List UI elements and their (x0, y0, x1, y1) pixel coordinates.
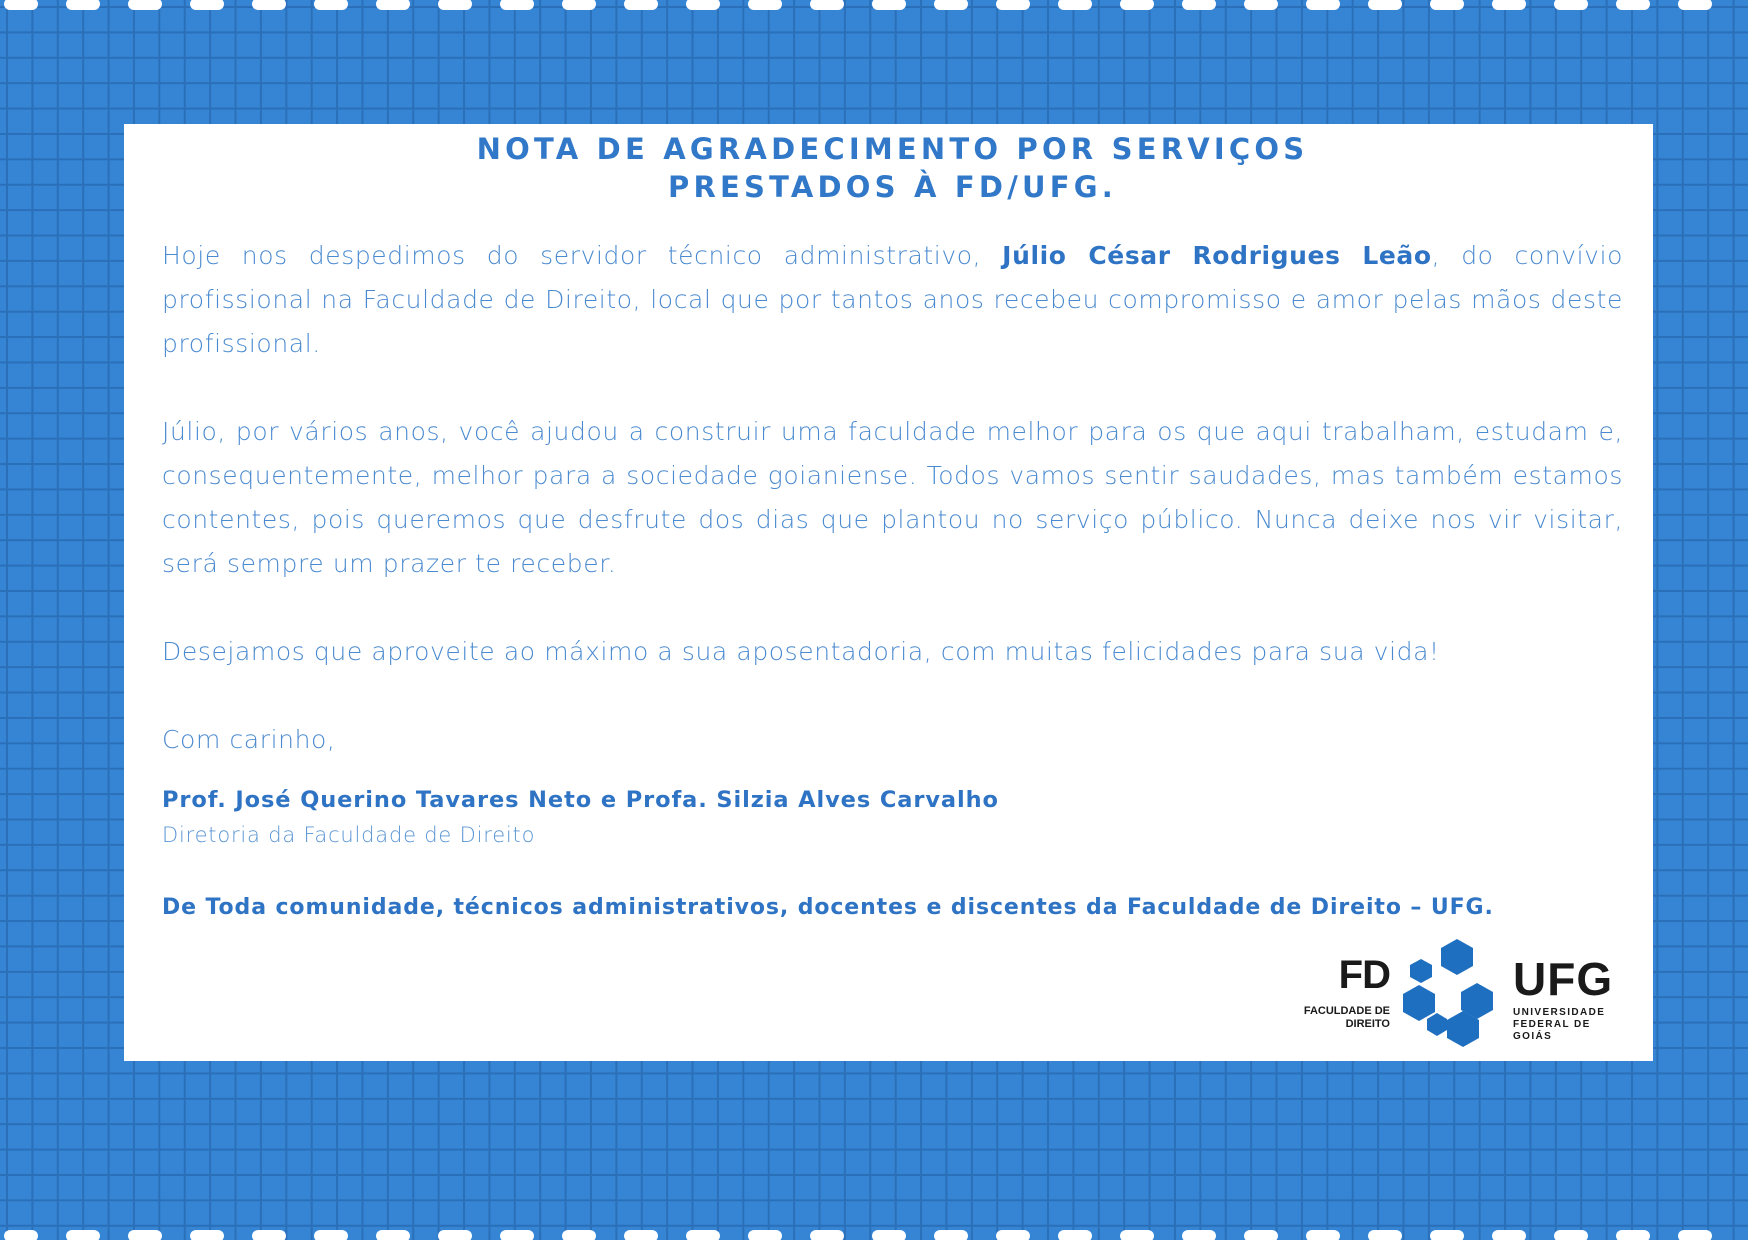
hexagon-large-left (1403, 985, 1435, 1021)
border-dash (624, 1230, 658, 1240)
border-dash (1244, 0, 1278, 10)
institution-logos (1295, 939, 1625, 1047)
ufg-hexagon-icon (1397, 939, 1507, 1047)
note-title-line2: PRESTADOS À FD/UFG. (668, 170, 1117, 204)
border-dash (252, 0, 286, 10)
border-dash (1368, 1230, 1402, 1240)
border-dash (934, 0, 968, 10)
border-dash (872, 0, 906, 10)
border-dash (1492, 1230, 1526, 1240)
border-dash (128, 1230, 162, 1240)
fd-logo (1295, 955, 1390, 1031)
ufg-logo-subtitle: UNIVERSIDADE FEDERAL DE GOIÁS (1513, 1007, 1606, 1042)
hexagon-small-bottom (1427, 1013, 1447, 1036)
border-dash (1182, 0, 1216, 10)
border-dash (376, 0, 410, 10)
bottom-dashed-border (0, 1224, 1748, 1240)
note-title-line1: NOTA DE AGRADECIMENTO POR SERVIÇOS (476, 132, 1309, 166)
border-dash (872, 1230, 906, 1240)
border-dash (1368, 0, 1402, 10)
fd-logo-letters: FD (1338, 953, 1390, 997)
border-dash (686, 1230, 720, 1240)
paragraph-tribute: Júlio, por vários anos, você ajudou a construir uma faculdade melhor para os que aqui trabalham, estudam e, consequentemente, melhor para a sociedade goianiense. Todos vamos sentir saudades, mas também estamos contentes, pois queremos que desfrute dos dias que plantou no serviço público. Nunca deixe nos vir visitar, será sempre um prazer te receber. (162, 417, 1623, 578)
border-dash (1616, 0, 1650, 10)
border-dash (1554, 1230, 1588, 1240)
paragraph-farewell: Hoje nos despedimos do servidor técnico administrativo, Júlio César Rodrigues Leão, do convívio profissional na Faculdade de Direito, local que por tantos anos recebeu compromisso e amor pelas mãos deste profissional. (162, 241, 1624, 358)
border-dash (624, 0, 658, 10)
border-dash (562, 1230, 596, 1240)
border-dash (4, 0, 38, 10)
border-dash (1430, 1230, 1464, 1240)
closing-line: Com carinho, (162, 725, 336, 754)
note-card (124, 124, 1653, 1061)
border-dash (996, 1230, 1030, 1240)
border-dash (810, 1230, 844, 1240)
border-dash (314, 0, 348, 10)
border-dash (314, 1230, 348, 1240)
border-dash (1306, 1230, 1340, 1240)
border-dash (1306, 0, 1340, 10)
border-dash (66, 0, 100, 10)
border-dash (1492, 0, 1526, 10)
fd-logo-subtitle: FACULDADE DE DIREITO (1303, 1005, 1390, 1030)
border-dash (376, 1230, 410, 1240)
border-dash (500, 0, 534, 10)
border-dash (128, 0, 162, 10)
border-dash (810, 0, 844, 10)
border-dash (190, 0, 224, 10)
border-dash (1120, 1230, 1154, 1240)
border-dash (1430, 0, 1464, 10)
border-dash (190, 1230, 224, 1240)
border-dash (996, 0, 1030, 10)
honoree-name: Júlio César Rodrigues Leão (1002, 241, 1432, 270)
hexagon-small-left (1410, 959, 1432, 983)
border-dash (1678, 0, 1712, 10)
border-dash (438, 0, 472, 10)
top-dashed-border (0, 0, 1748, 16)
border-dash (748, 0, 782, 10)
border-dash (1554, 0, 1588, 10)
border-dash (686, 0, 720, 10)
signatories: Prof. José Querino Tavares Neto e Profa. Silzia Alves Carvalho (162, 787, 999, 813)
border-dash (1678, 1230, 1712, 1240)
border-dash (4, 1230, 38, 1240)
border-dash (1058, 1230, 1092, 1240)
community-line: De Toda comunidade, técnicos administrativos, docentes e discentes da Faculdade de Direito – UFG. (162, 895, 1494, 920)
hexagon-large-top (1441, 939, 1473, 975)
border-dash (252, 1230, 286, 1240)
border-dash (500, 1230, 534, 1240)
border-dash (438, 1230, 472, 1240)
border-dash (1616, 1230, 1650, 1240)
border-dash (562, 0, 596, 10)
note-body (162, 234, 1623, 762)
border-dash (934, 1230, 968, 1240)
ufg-logo-letters: UFG (1513, 953, 1614, 1005)
signatory-role: Diretoria da Faculdade de Direito (162, 823, 536, 847)
border-dash (1058, 0, 1092, 10)
border-dash (1182, 1230, 1216, 1240)
border-dash (66, 1230, 100, 1240)
border-dash (1244, 1230, 1278, 1240)
ufg-logo (1513, 953, 1625, 1043)
paragraph-wishes: Desejamos que aproveite ao máximo a sua aposentadoria, com muitas felicidades para sua vida! (162, 637, 1440, 666)
border-dash (1120, 0, 1154, 10)
note-title (162, 124, 1623, 206)
border-dash (748, 1230, 782, 1240)
